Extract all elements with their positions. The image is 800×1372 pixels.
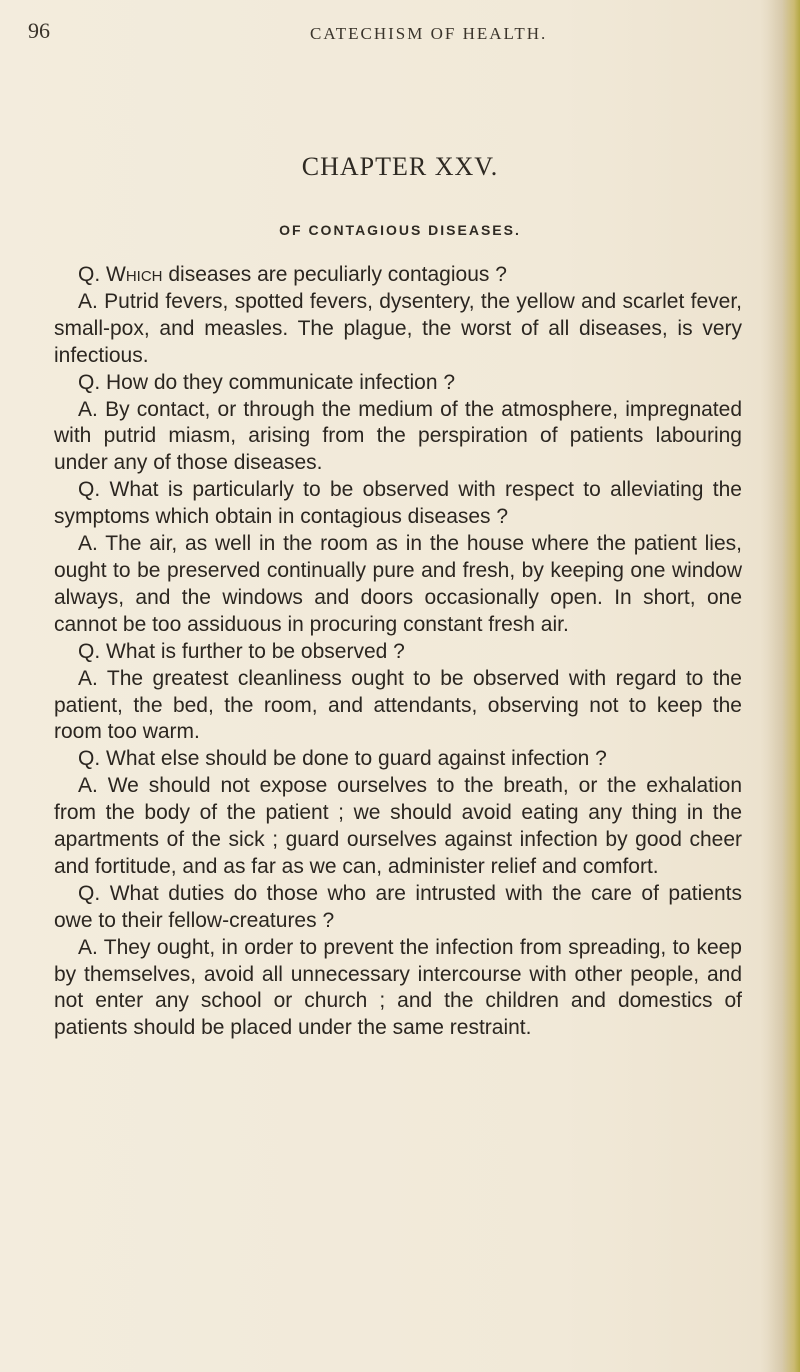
answer-paragraph: A. By contact, or through the medium of the atmosphere, impregnated with putrid miasm, arising from the perspiration of patients labouring under any of those diseases. xyxy=(54,397,742,475)
question-paragraph: Q. What is particularly to be observed with respect to alleviating the symptoms which obtain in contagious diseases ? xyxy=(54,478,742,529)
answer-paragraph: A. The greatest cleanliness ought to be observed with regard to the patient, the bed, the room, and attendants, observing not to keep the room too warm. xyxy=(54,666,742,744)
question-paragraph: Q. What duties do those who are intrusted with the care of patients owe to their fellow-creatures ? xyxy=(54,881,742,932)
answer-paragraph: A. We should not expose ourselves to the breath, or the exhalation from the body of the patient ; we should avoid eating any thing in the apartments of the sick ; guard ourselves against infection by good cheer and fortitude, and as far as we can, administer relief and comfort. xyxy=(54,774,742,878)
page-number: 96 xyxy=(28,18,50,43)
chapter-heading: CHAPTER XXV. xyxy=(301,152,499,181)
chapter-subtitle: OF CONTAGIOUS DISEASES. xyxy=(279,222,521,238)
answer-paragraph: A. Putrid fevers, spotted fevers, dysentery, the yellow and scarlet fever, small-pox, and measles. The plague, the worst of all diseases, is very infectious. xyxy=(54,289,742,367)
question-paragraph: Q. Which diseases are peculiarly contagious ? xyxy=(78,263,507,286)
running-title: CATECHISM OF HEALTH. xyxy=(310,24,548,43)
answer-paragraph: A. The air, as well in the room as in the house where the patient lies, ought to be preserved continually pure and fresh, by keeping one window always, and the windows and doors occasionally open. In short, one cannot be too assiduous in procuring constant fresh air. xyxy=(54,532,742,636)
running-head xyxy=(0,14,800,54)
question-paragraph: Q. How do they communicate infection ? xyxy=(78,370,456,394)
page-edge-shadow xyxy=(760,0,800,1372)
question-paragraph: Q. What is further to be observed ? xyxy=(78,639,405,663)
answer-paragraph: A. They ought, in order to prevent the infection from spreading, to keep by themselves, avoid all unnecessary intercourse with other people, and not enter any school or church ; and the children and domestics of patients should be placed under the same restraint. xyxy=(54,935,742,1040)
question-paragraph: Q. What else should be done to guard against infection ? xyxy=(78,747,607,771)
body-text xyxy=(54,262,742,1042)
